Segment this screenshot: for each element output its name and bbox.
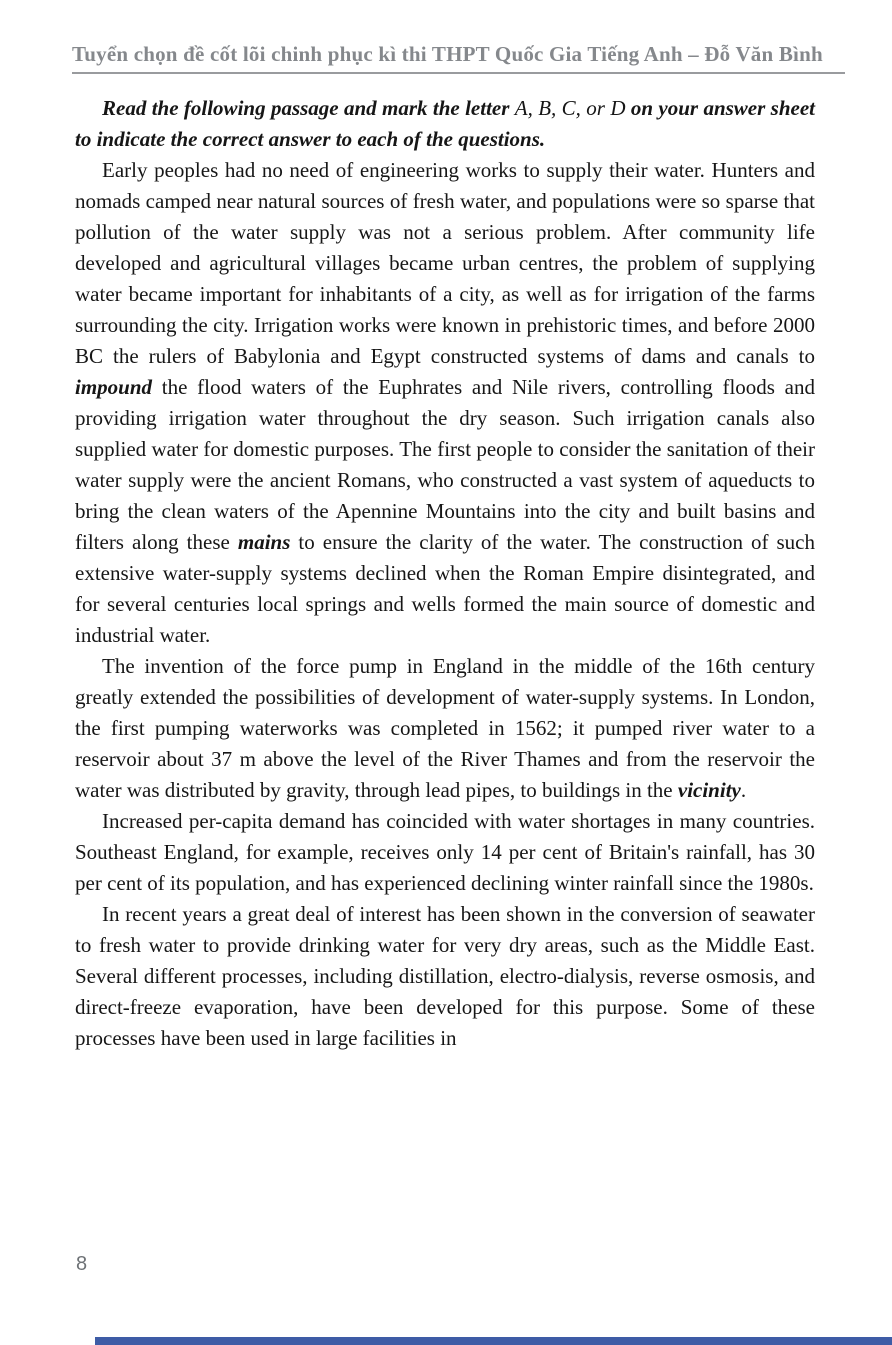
header-rule (72, 72, 845, 74)
paragraph-text-run: . (740, 778, 747, 802)
passage-paragraph-1 (75, 155, 815, 651)
instruction-text-run: on your answer sheet to indicate the correct answer to each of the questions. (75, 96, 815, 151)
answer-letters-text: A, B, C, or D (514, 96, 626, 120)
emphasized-word-mains: mains (237, 530, 291, 554)
footer-accent-bar (95, 1337, 892, 1345)
book-title-header: Tuyển chọn đề cốt lõi chinh phục kì thi THPT Quốc Gia Tiếng Anh – Đỗ Văn Bình (72, 42, 823, 66)
paragraph-text-run: Early peoples had no need of engineering works to supply their water. Hunters and nomads camped near natural sources of fresh water, and populations were so sparse that pollution of the water supply was not a serious problem. After community life developed and agricultural villages became urban centres, the problem of supplying water became important for inhabitants of a city, as well as for irrigation of the farms surrounding the city. Irrigation works were known in prehistoric times, and before 2000 BC the rulers of Babylonia and Egypt constructed systems of dams and canals to (75, 158, 815, 368)
paragraph-text-run: the flood waters of the Euphrates and Nile rivers, controlling floods and providing irrigation water throughout the dry season. Such irrigation canals also supplied water for domestic purposes. The first people to consider the sanitation of their water supply were the ancient Romans, who constructed a vast system of aqueducts to bring the clean waters of the Apennine Mountains into the city and built basins and filters along these (75, 375, 815, 554)
emphasized-word-impound: impound (75, 375, 153, 399)
instruction-paragraph (75, 93, 815, 155)
paragraph-text-run: to ensure the clarity of the water. The construction of such extensive water-supply systems declined when the Roman Empire disintegrated, and for several centuries local springs and wells formed the main source of domestic and industrial water. (75, 530, 815, 647)
emphasized-word-vicinity: vicinity (677, 778, 741, 802)
reading-passage (75, 93, 815, 1054)
page-header (72, 42, 845, 74)
paragraph-text-run: The invention of the force pump in England in the middle of the 16th century greatly extended the possibilities of development of water-supply systems. In London, the first pumping waterworks was completed in 1562; it pumped river water to a reservoir about 37 m above the level of the River Thames and from the reservoir the water was distributed by gravity, through lead pipes, to buildings in the (75, 654, 815, 802)
page-number: 8 (76, 1253, 88, 1275)
instruction-text-run: Read the following passage and mark the letter (102, 96, 515, 120)
passage-paragraph-4: In recent years a great deal of interest has been shown in the conversion of seawater to fresh water to provide drinking water for very dry areas, such as the Middle East. Several different processes, including distillation, electro-dialysis, reverse osmosis, and direct-freeze evaporation, have been developed for this purpose. Some of these processes have been used in large facilities in (75, 902, 815, 1050)
passage-paragraph-3: Increased per-capita demand has coincided with water shortages in many countries. Southeast England, for example, receives only 14 per cent of Britain's rainfall, has 30 per cent of its population, and has experienced declining winter rainfall since the 1980s. (75, 809, 815, 895)
passage-paragraph-2 (75, 651, 815, 806)
